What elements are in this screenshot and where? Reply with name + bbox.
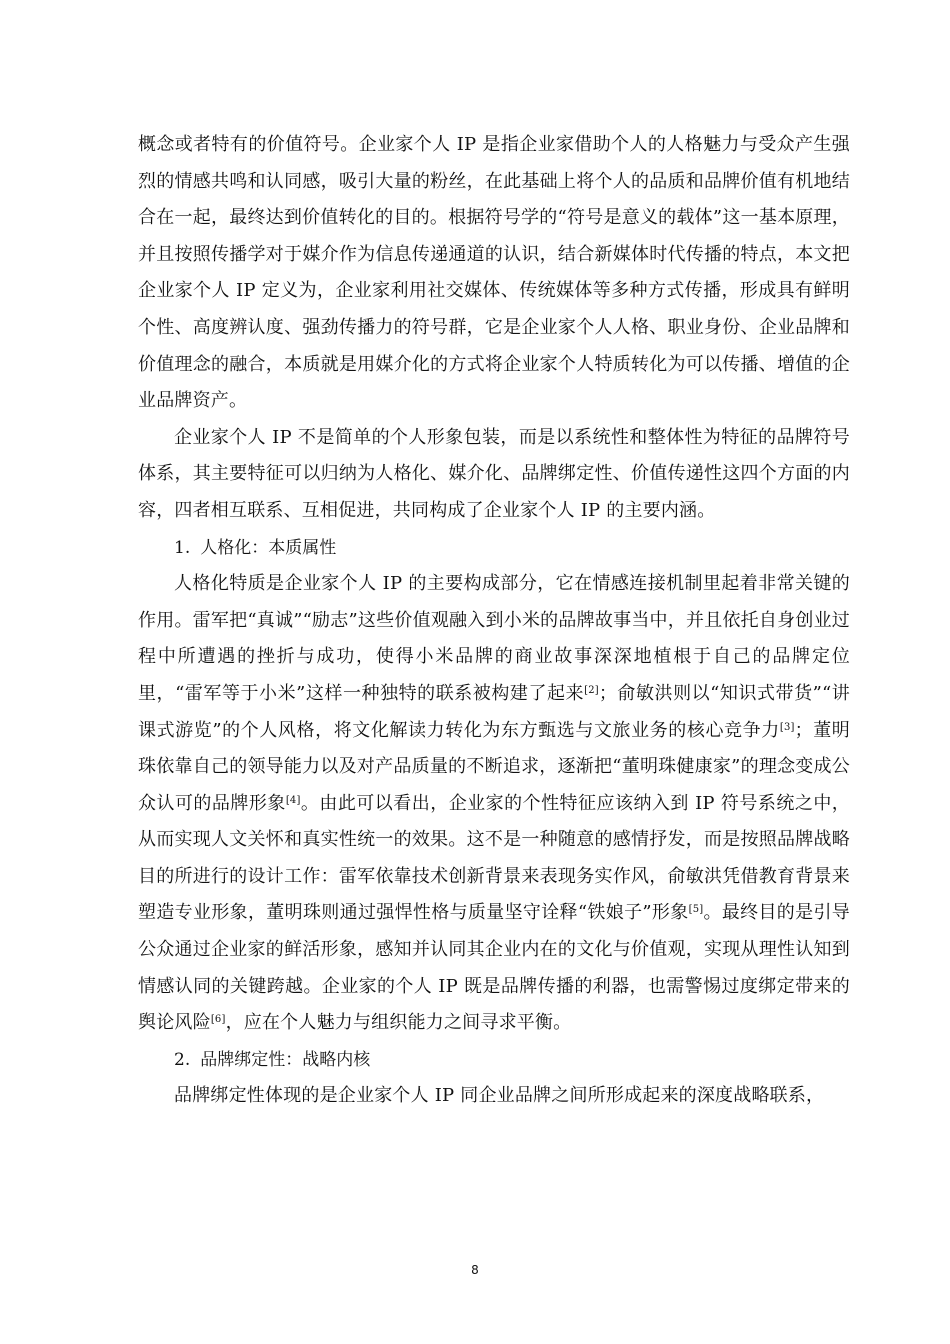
text-segment: 人格化特质是企业家个人 IP 的主要构成部分，它在情感连接机制里起着非常关键的作用。雷军把“真诚”“励志”这些价值观融入到小米的品牌故事当中，并且依托自身创业过程中所遭遇的挫折与成功，使得小米品牌的商业故事深深地植根于自己的品牌定位里，“雷军等于小米”这样一种独特的联系被构建了起来 [138, 573, 850, 704]
body-paragraph: 概念或者特有的价值符号。企业家个人 IP 是指企业家借助个人的人格魅力与受众产生强烈的情感共鸣和认同感，吸引大量的粉丝，在此基础上将个人的品质和品牌价值有机地结合在一起，最终达到价值转化的目的。根据符号学的“符号是意义的载体”这一基本原理，并且按照传播学对于媒介作为信息传递通道的认识，结合新媒体时代传播的特点，本文把企业家个人 IP 定义为，企业家利用社交媒体、传统媒体等多种方式传播，形成具有鲜明个性、高度辨认度、强劲传播力的符号群，它是企业家个人人格、职业身份、企业品牌和价值理念的融合，本质就是用媒介化的方式将企业家个人特质转化为可以传播、增值的企业品牌资产。 [138, 134, 850, 412]
text-segment: ，应在个人魅力与组织能力之间寻求平衡。 [225, 1012, 572, 1034]
document-page [138, 127, 850, 1115]
citation-ref: [6] [210, 1014, 226, 1026]
text-segment: ；俞敏洪则以“知识式带货”“讲课式游览”的个人风格，将文化解读力转化为东方甄选与文旅业务的核心竞争力 [138, 682, 851, 741]
body-paragraph [138, 566, 850, 1042]
section-heading [138, 530, 850, 567]
section-heading [138, 1042, 850, 1079]
text-segment: 。由此可以看出，企业家的个性特征应该纳入到 IP 符号系统之中，从而实现人文关怀和真实性统一的效果。这不是一种随意的感情抒发，而是按照品牌战略目的所进行的设计工作：雷军依靠技术创新背景来表现务实作风，俞敏洪凭借教育背景来塑造专业形象，董明珠则通过强悍性格与质量坚守诠释“铁娘子”形象 [138, 792, 850, 924]
section-title: 人格化：本质属性 [200, 537, 337, 558]
text-segment: 。最终目的是引导公众通过企业家的鲜活形象，感知并认同其企业内在的文化与价值观，实现从理性认知到情感认同的关键跨越。企业家的个人 IP 既是品牌传播的利器，也需警惕过度绑定带来的舆论风险 [138, 902, 850, 1034]
citation-ref: [4] [285, 794, 301, 806]
body-paragraph: 企业家个人 IP 不是简单的个人形象包装，而是以系统性和整体性为特征的品牌符号体系，其主要特征可以归纳为人格化、媒介化、品牌绑定性、价值传递性这四个方面的内容，四者相互联系、互相促进，共同构成了企业家个人 IP 的主要内涵。 [138, 426, 850, 521]
section-number: 1. [174, 537, 191, 558]
section-number: 2. [174, 1049, 191, 1070]
body-paragraph: 品牌绑定性体现的是企业家个人 IP 同企业品牌之间所形成起来的深度战略联系， [174, 1085, 825, 1107]
citation-ref: [3] [779, 721, 795, 733]
text-segment: ；董明珠依靠自己的领导能力以及对产品质量的不断追求，逐渐把“董明珠健康家”的理念变成公众认可的品牌形象 [138, 719, 850, 814]
section-title: 品牌绑定性：战略内核 [200, 1049, 371, 1070]
citation-ref: [5] [688, 904, 704, 916]
citation-ref: [2] [584, 684, 599, 696]
page-number: 8 [471, 1263, 479, 1277]
